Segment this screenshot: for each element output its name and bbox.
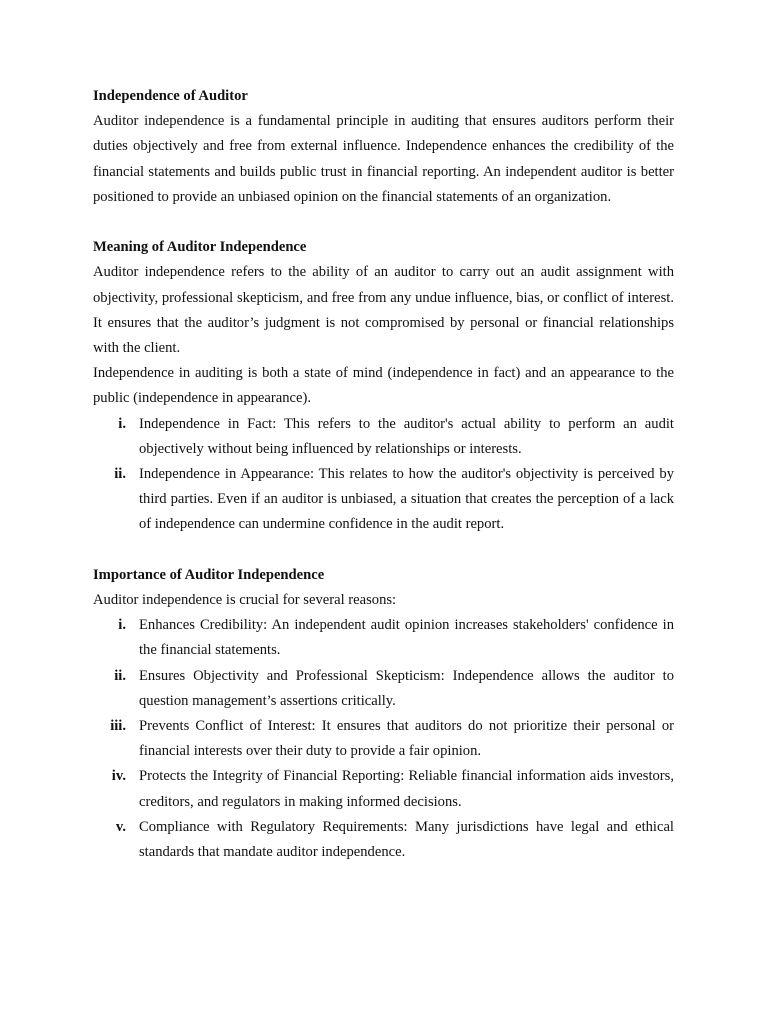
list-item-text: Enhances Credibility: An independent audit opinion increases stakeholders' confidence in the financial statements.	[139, 617, 674, 659]
list-item-text: Independence in Appearance: This relates to how the auditor's objectivity is perceived by third parties. Even if an auditor is unbiased, a situation that creates the perception of a lack of independence can undermine confidence in the audit report.	[139, 466, 674, 533]
paragraph: Independence in auditing is both a state of mind (independence in fact) and an appearance to the public (independence in appearance).	[93, 365, 674, 407]
list-number: v.	[115, 818, 126, 835]
section-meaning-of-auditor-independence	[93, 235, 674, 537]
list-item	[93, 664, 674, 714]
paragraph: Auditor independence is crucial for several reasons:	[93, 592, 397, 609]
list-number: iii.	[110, 718, 126, 735]
list-item-text: Independence in Fact: This refers to the auditor's actual ability to perform an audit objectively without being influenced by relationships or interests.	[139, 415, 674, 457]
list-number: i.	[118, 415, 126, 432]
section-heading: Independence of Auditor	[93, 88, 248, 104]
section-heading: Importance of Auditor Independence	[93, 566, 325, 583]
list-number: i.	[118, 617, 126, 634]
paragraph: Auditor independence refers to the ability of an auditor to carry out an audit assignment with objectivity, professional skepticism, and free from any undue influence, bias, or conflict of interest. It ensures that the auditor’s judgment is not compromised by personal or financial relationships with the client.	[93, 264, 674, 357]
document-page	[93, 84, 674, 865]
section-independence-of-auditor	[93, 84, 674, 210]
numbered-list	[93, 613, 674, 865]
spacer	[93, 538, 674, 563]
section-importance-of-auditor-independence	[93, 563, 674, 865]
list-item	[93, 764, 674, 814]
list-item	[93, 412, 674, 462]
list-item-text: Protects the Integrity of Financial Reporting: Reliable financial information aids investors, creditors, and regulators in making informed decisions.	[139, 768, 674, 810]
list-item	[93, 714, 674, 764]
list-item	[93, 462, 674, 538]
list-number: ii.	[114, 667, 126, 684]
numbered-list	[93, 412, 674, 538]
list-number: ii.	[114, 466, 126, 483]
list-item	[93, 815, 674, 865]
list-item-text: Compliance with Regulatory Requirements: Many jurisdictions have legal and ethical standards that mandate auditor independence.	[139, 818, 674, 861]
paragraph: Auditor independence is a fundamental principle in auditing that ensures auditors perform their duties objectively and free from external influence. Independence enhances the credibility of the financial statements and builds public trust in financial reporting. An independent auditor is better positioned to provide an unbiased opinion on the financial statements of an organization.	[93, 113, 674, 205]
list-number: iv.	[111, 768, 126, 785]
list-item-text: Ensures Objectivity and Professional Skepticism: Independence allows the auditor to question management’s assertions critically.	[139, 667, 674, 709]
list-item-text: Prevents Conflict of Interest: It ensures that auditors do not prioritize their personal or financial interests over their duty to provide a fair opinion.	[139, 718, 674, 760]
spacer	[93, 210, 674, 235]
list-item	[93, 613, 674, 663]
section-heading: Meaning of Auditor Independence	[93, 239, 307, 256]
